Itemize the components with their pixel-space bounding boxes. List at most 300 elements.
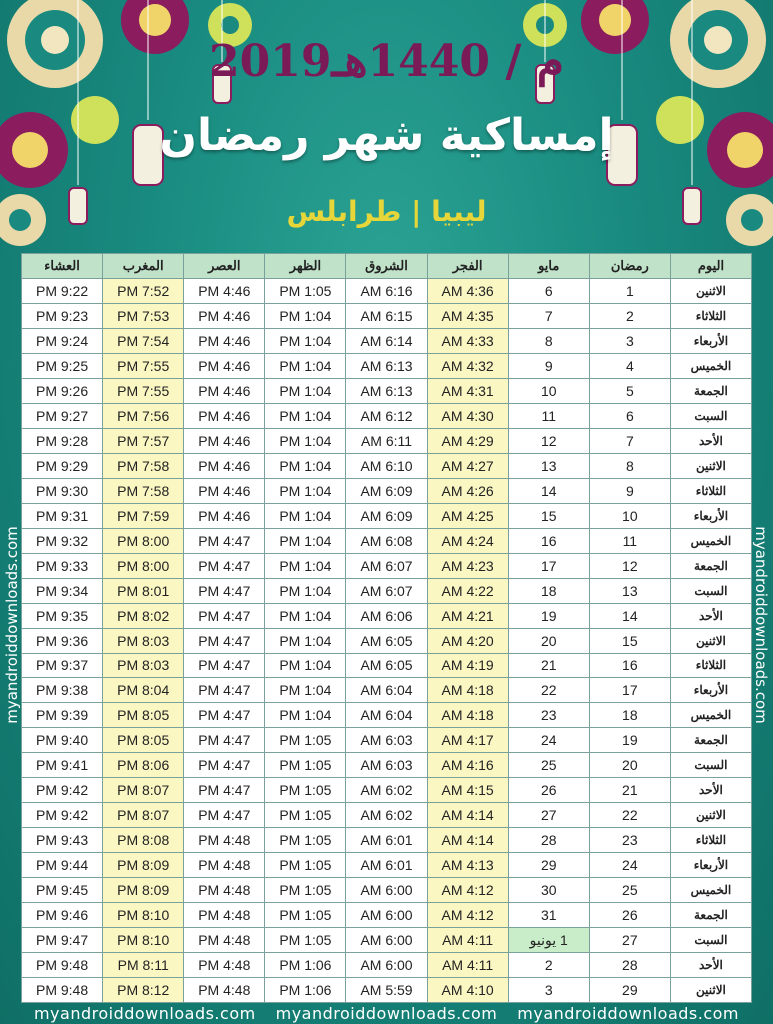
table-cell: 5 bbox=[589, 378, 670, 403]
table-cell: 9:48 PM bbox=[22, 978, 103, 1003]
table-cell: 4:48 PM bbox=[184, 928, 265, 953]
table-cell: 9:23 PM bbox=[22, 303, 103, 328]
table-cell: 6:03 AM bbox=[346, 753, 427, 778]
table-cell: 9:48 PM bbox=[22, 953, 103, 978]
table-cell: 1:05 PM bbox=[265, 878, 346, 903]
table-cell: 9:24 PM bbox=[22, 328, 103, 353]
table-cell: 20 bbox=[589, 753, 670, 778]
table-cell: 9:46 PM bbox=[22, 903, 103, 928]
table-cell: 24 bbox=[589, 853, 670, 878]
table-cell: 1:04 PM bbox=[265, 578, 346, 603]
table-cell: 4:48 PM bbox=[184, 878, 265, 903]
table-cell: 4:48 PM bbox=[184, 903, 265, 928]
column-header: الظهر bbox=[265, 254, 346, 279]
table-cell: الأحد bbox=[670, 953, 751, 978]
table-cell: 5:59 AM bbox=[346, 978, 427, 1003]
table-cell: 1:04 PM bbox=[265, 428, 346, 453]
table-row bbox=[22, 628, 752, 653]
table-cell: 9:47 PM bbox=[22, 928, 103, 953]
table-cell: 1:04 PM bbox=[265, 403, 346, 428]
table-cell: 18 bbox=[508, 578, 589, 603]
table-cell: 1:04 PM bbox=[265, 628, 346, 653]
table-cell: 4:32 AM bbox=[427, 353, 508, 378]
table-cell: 8:02 PM bbox=[103, 603, 184, 628]
table-cell: 6:16 AM bbox=[346, 278, 427, 303]
table-cell: السبت bbox=[670, 578, 751, 603]
table-cell: 9:30 PM bbox=[22, 478, 103, 503]
table-cell: 9 bbox=[508, 353, 589, 378]
table-cell: الاثنين bbox=[670, 978, 751, 1003]
table-cell: 8:08 PM bbox=[103, 828, 184, 853]
table-cell: 1:04 PM bbox=[265, 503, 346, 528]
table-cell: 6:09 AM bbox=[346, 503, 427, 528]
table-cell: 3 bbox=[508, 978, 589, 1003]
table-cell: 9:44 PM bbox=[22, 853, 103, 878]
table-cell: 7:52 PM bbox=[103, 278, 184, 303]
table-cell: 26 bbox=[508, 778, 589, 803]
table-cell: 6:11 AM bbox=[346, 428, 427, 453]
table-cell: 4:47 PM bbox=[184, 778, 265, 803]
table-cell: 26 bbox=[589, 903, 670, 928]
table-cell: 6 bbox=[508, 278, 589, 303]
table-cell: 1:04 PM bbox=[265, 378, 346, 403]
table-cell: 1:05 PM bbox=[265, 753, 346, 778]
table-cell: الاثنين bbox=[670, 278, 751, 303]
table-cell: 7:59 PM bbox=[103, 503, 184, 528]
table-cell: 7 bbox=[589, 428, 670, 453]
table-cell: 4:47 PM bbox=[184, 628, 265, 653]
column-header: رمضان bbox=[589, 254, 670, 279]
table-row bbox=[22, 378, 752, 403]
table-cell: 25 bbox=[508, 753, 589, 778]
table-cell: 12 bbox=[589, 553, 670, 578]
table-cell: 1:04 PM bbox=[265, 703, 346, 728]
table-cell: 6:05 AM bbox=[346, 628, 427, 653]
table-cell: الخميس bbox=[670, 878, 751, 903]
table-cell: الجمعة bbox=[670, 728, 751, 753]
table-row bbox=[22, 753, 752, 778]
table-cell: 4:48 PM bbox=[184, 953, 265, 978]
table-cell: 4:15 AM bbox=[427, 778, 508, 803]
table-cell: 1:05 PM bbox=[265, 928, 346, 953]
table-cell: 4:29 AM bbox=[427, 428, 508, 453]
table-cell: 4:12 AM bbox=[427, 903, 508, 928]
table-cell: 9:33 PM bbox=[22, 553, 103, 578]
table-cell: 19 bbox=[589, 728, 670, 753]
table-cell: 1:05 PM bbox=[265, 903, 346, 928]
table-cell: 13 bbox=[589, 578, 670, 603]
table-cell: 8:04 PM bbox=[103, 678, 184, 703]
table-cell: 4:21 AM bbox=[427, 603, 508, 628]
table-cell: 7:55 PM bbox=[103, 353, 184, 378]
table-cell: 7:53 PM bbox=[103, 303, 184, 328]
table-cell: 4:46 PM bbox=[184, 278, 265, 303]
table-cell: 6 bbox=[589, 403, 670, 428]
table-row bbox=[22, 978, 752, 1003]
table-cell: 4:24 AM bbox=[427, 528, 508, 553]
table-cell: 6:08 AM bbox=[346, 528, 427, 553]
table-cell: 8:00 PM bbox=[103, 528, 184, 553]
table-cell: 4:18 AM bbox=[427, 678, 508, 703]
column-header: الفجر bbox=[427, 254, 508, 279]
table-cell: 4:20 AM bbox=[427, 628, 508, 653]
table-cell: 4:11 AM bbox=[427, 953, 508, 978]
table-cell: 1:04 PM bbox=[265, 678, 346, 703]
table-row bbox=[22, 503, 752, 528]
table-cell: 4:14 AM bbox=[427, 828, 508, 853]
table-cell: 4:46 PM bbox=[184, 403, 265, 428]
table-cell: 8:11 PM bbox=[103, 953, 184, 978]
table-cell: 4:11 AM bbox=[427, 928, 508, 953]
table-cell: 9:39 PM bbox=[22, 703, 103, 728]
table-cell: 4:47 PM bbox=[184, 803, 265, 828]
table-cell: 6:13 AM bbox=[346, 353, 427, 378]
table-cell: 9:41 PM bbox=[22, 753, 103, 778]
table-cell: 14 bbox=[589, 603, 670, 628]
table-cell: 28 bbox=[508, 828, 589, 853]
table-cell: 10 bbox=[589, 503, 670, 528]
table-cell: 6:06 AM bbox=[346, 603, 427, 628]
table-cell: 29 bbox=[589, 978, 670, 1003]
table-cell: 6:01 AM bbox=[346, 828, 427, 853]
table-body bbox=[22, 278, 752, 1002]
table-cell: 6:00 AM bbox=[346, 903, 427, 928]
table-cell: 6:07 AM bbox=[346, 553, 427, 578]
table-cell: 1:05 PM bbox=[265, 728, 346, 753]
table-cell: 7:57 PM bbox=[103, 428, 184, 453]
table-row bbox=[22, 778, 752, 803]
table-cell: 6:07 AM bbox=[346, 578, 427, 603]
table-cell: 7:58 PM bbox=[103, 453, 184, 478]
table-cell: 21 bbox=[508, 653, 589, 678]
table-cell: الثلاثاء bbox=[670, 478, 751, 503]
table-cell: الاثنين bbox=[670, 628, 751, 653]
table-cell: 21 bbox=[589, 778, 670, 803]
table-cell: 9:36 PM bbox=[22, 628, 103, 653]
table-cell: 4:47 PM bbox=[184, 603, 265, 628]
table-cell: 9:40 PM bbox=[22, 728, 103, 753]
year-heading: 2019م / 1440هـ bbox=[209, 36, 564, 87]
table-cell: 3 bbox=[589, 328, 670, 353]
table-row bbox=[22, 478, 752, 503]
table-cell: 9:26 PM bbox=[22, 378, 103, 403]
table-cell: 8:09 PM bbox=[103, 878, 184, 903]
table-cell: 4:18 AM bbox=[427, 703, 508, 728]
table-cell: 28 bbox=[589, 953, 670, 978]
table-cell: الثلاثاء bbox=[670, 828, 751, 853]
table-cell: 9:35 PM bbox=[22, 603, 103, 628]
table-cell: 4:36 AM bbox=[427, 278, 508, 303]
watermark-text: myandroiddownloads.com bbox=[3, 526, 21, 724]
table-cell: 8:12 PM bbox=[103, 978, 184, 1003]
table-cell: 18 bbox=[589, 703, 670, 728]
table-row bbox=[22, 703, 752, 728]
table-cell: السبت bbox=[670, 753, 751, 778]
table-cell: 1:04 PM bbox=[265, 353, 346, 378]
table-cell: 2 bbox=[508, 953, 589, 978]
table-cell: 9 bbox=[589, 478, 670, 503]
table-cell: 1:04 PM bbox=[265, 303, 346, 328]
table-cell: 4:10 AM bbox=[427, 978, 508, 1003]
table-cell: 6:14 AM bbox=[346, 328, 427, 353]
table-cell: 11 bbox=[589, 528, 670, 553]
table-cell: 4:47 PM bbox=[184, 753, 265, 778]
table-cell: السبت bbox=[670, 928, 751, 953]
table-row bbox=[22, 528, 752, 553]
table-row bbox=[22, 828, 752, 853]
table-cell: 2 bbox=[589, 303, 670, 328]
table-cell: 9:45 PM bbox=[22, 878, 103, 903]
table-cell: 4:12 AM bbox=[427, 878, 508, 903]
table-cell: 9:25 PM bbox=[22, 353, 103, 378]
table-cell: 6:10 AM bbox=[346, 453, 427, 478]
table-cell: الجمعة bbox=[670, 903, 751, 928]
table-cell: الجمعة bbox=[670, 553, 751, 578]
table-cell: 4:46 PM bbox=[184, 453, 265, 478]
table-cell: 9:27 PM bbox=[22, 403, 103, 428]
table-cell: 8:00 PM bbox=[103, 553, 184, 578]
table-cell: 4:46 PM bbox=[184, 428, 265, 453]
watermark-text: myandroiddownloads.com bbox=[33, 1003, 256, 1023]
watermark-text: myandroiddownloads.com bbox=[517, 1003, 739, 1023]
table-cell: 6:04 AM bbox=[346, 678, 427, 703]
table-cell: 9:34 PM bbox=[22, 578, 103, 603]
table-cell: 8:07 PM bbox=[103, 778, 184, 803]
table-row bbox=[22, 553, 752, 578]
table-cell: 4:46 PM bbox=[184, 378, 265, 403]
table-cell: 8:07 PM bbox=[103, 803, 184, 828]
table-cell: 4:25 AM bbox=[427, 503, 508, 528]
watermark-text: myandroiddownloads.com bbox=[752, 526, 770, 724]
table-cell: الثلاثاء bbox=[670, 303, 751, 328]
table-cell: 6:00 AM bbox=[346, 953, 427, 978]
table-cell: 4 bbox=[589, 353, 670, 378]
table-cell: 22 bbox=[508, 678, 589, 703]
table-cell: 9:38 PM bbox=[22, 678, 103, 703]
table-cell: 10 bbox=[508, 378, 589, 403]
table-cell: 9:37 PM bbox=[22, 653, 103, 678]
column-header: مايو bbox=[508, 254, 589, 279]
table-cell: 7:55 PM bbox=[103, 378, 184, 403]
table-cell: 4:46 PM bbox=[184, 353, 265, 378]
table-cell: 19 bbox=[508, 603, 589, 628]
table-cell: الاثنين bbox=[670, 453, 751, 478]
table-cell: 4:46 PM bbox=[184, 303, 265, 328]
column-header: العشاء bbox=[22, 254, 103, 279]
table-cell: 8:01 PM bbox=[103, 578, 184, 603]
table-cell: 6:04 AM bbox=[346, 703, 427, 728]
table-cell: 6:02 AM bbox=[346, 803, 427, 828]
table-cell: السبت bbox=[670, 403, 751, 428]
footer-watermark bbox=[24, 1002, 749, 1024]
table-cell: 27 bbox=[589, 928, 670, 953]
table-cell: 31 bbox=[508, 903, 589, 928]
table-cell: 4:33 AM bbox=[427, 328, 508, 353]
table-row bbox=[22, 353, 752, 378]
table-cell: 27 bbox=[508, 803, 589, 828]
table-cell: 4:30 AM bbox=[427, 403, 508, 428]
table-cell: 4:46 PM bbox=[184, 328, 265, 353]
table-cell: 4:31 AM bbox=[427, 378, 508, 403]
table-cell: 20 bbox=[508, 628, 589, 653]
table-cell: 15 bbox=[508, 503, 589, 528]
table-row bbox=[22, 403, 752, 428]
table-cell: 1:04 PM bbox=[265, 528, 346, 553]
table-cell: 1:06 PM bbox=[265, 953, 346, 978]
table-cell: الأربعاء bbox=[670, 678, 751, 703]
table-row bbox=[22, 953, 752, 978]
table-cell: 6:00 AM bbox=[346, 878, 427, 903]
table-cell: 4:26 AM bbox=[427, 478, 508, 503]
table-row bbox=[22, 903, 752, 928]
table-row bbox=[22, 803, 752, 828]
table-cell: 4:47 PM bbox=[184, 703, 265, 728]
table-cell: 1:04 PM bbox=[265, 553, 346, 578]
table-cell: الأربعاء bbox=[670, 503, 751, 528]
table-cell: 4:47 PM bbox=[184, 528, 265, 553]
table-cell: 1:04 PM bbox=[265, 653, 346, 678]
table-cell: 1:05 PM bbox=[265, 853, 346, 878]
table-cell: 8:03 PM bbox=[103, 628, 184, 653]
table-cell: 6:12 AM bbox=[346, 403, 427, 428]
column-header: الشروق bbox=[346, 254, 427, 279]
table-cell: 14 bbox=[508, 478, 589, 503]
table-cell: 7:56 PM bbox=[103, 403, 184, 428]
table-cell: 30 bbox=[508, 878, 589, 903]
table-cell: 9:42 PM bbox=[22, 803, 103, 828]
table-cell: 6:01 AM bbox=[346, 853, 427, 878]
table-cell: 4:47 PM bbox=[184, 678, 265, 703]
table-row bbox=[22, 278, 752, 303]
column-header: المغرب bbox=[103, 254, 184, 279]
table-row bbox=[22, 653, 752, 678]
table-cell: 4:35 AM bbox=[427, 303, 508, 328]
table-cell: 9:42 PM bbox=[22, 778, 103, 803]
table-cell: الخميس bbox=[670, 353, 751, 378]
page-title: إمساكية شهر رمضان bbox=[159, 110, 614, 161]
table-cell: 9:28 PM bbox=[22, 428, 103, 453]
table-row bbox=[22, 928, 752, 953]
table-cell: 9:22 PM bbox=[22, 278, 103, 303]
watermark-right bbox=[749, 255, 773, 995]
table-cell: 22 bbox=[589, 803, 670, 828]
table-cell: الأربعاء bbox=[670, 853, 751, 878]
table-cell: الثلاثاء bbox=[670, 653, 751, 678]
table-cell: 1 يونيو bbox=[508, 928, 589, 953]
table-row bbox=[22, 453, 752, 478]
table-row bbox=[22, 878, 752, 903]
table-row bbox=[22, 328, 752, 353]
city-label: ليبيا | طرابلس bbox=[286, 195, 487, 228]
table-cell: 8:10 PM bbox=[103, 928, 184, 953]
table-cell: 4:47 PM bbox=[184, 553, 265, 578]
table-header-row bbox=[22, 254, 752, 279]
table-cell: 6:09 AM bbox=[346, 478, 427, 503]
table-cell: 7:54 PM bbox=[103, 328, 184, 353]
table-cell: الأحد bbox=[670, 428, 751, 453]
table-cell: 4:13 AM bbox=[427, 853, 508, 878]
table-cell: 9:32 PM bbox=[22, 528, 103, 553]
table-cell: 8:06 PM bbox=[103, 753, 184, 778]
table-row bbox=[22, 578, 752, 603]
watermark-text: myandroiddownloads.com bbox=[275, 1003, 498, 1023]
table-cell: 24 bbox=[508, 728, 589, 753]
table-cell: 9:43 PM bbox=[22, 828, 103, 853]
table-cell: 4:48 PM bbox=[184, 828, 265, 853]
table-cell: 4:47 PM bbox=[184, 728, 265, 753]
table-cell: 1:04 PM bbox=[265, 453, 346, 478]
table-cell: الخميس bbox=[670, 528, 751, 553]
table-cell: 29 bbox=[508, 853, 589, 878]
table-cell: 1:05 PM bbox=[265, 803, 346, 828]
table-cell: الأحد bbox=[670, 778, 751, 803]
table-row bbox=[22, 303, 752, 328]
table-cell: 4:19 AM bbox=[427, 653, 508, 678]
table-cell: 9:31 PM bbox=[22, 503, 103, 528]
column-header: اليوم bbox=[670, 254, 751, 279]
table-cell: 4:46 PM bbox=[184, 503, 265, 528]
table-cell: 23 bbox=[589, 828, 670, 853]
table-cell: 13 bbox=[508, 453, 589, 478]
table-cell: 4:48 PM bbox=[184, 978, 265, 1003]
table-cell: 4:27 AM bbox=[427, 453, 508, 478]
table-cell: 4:48 PM bbox=[184, 853, 265, 878]
table-cell: 6:03 AM bbox=[346, 728, 427, 753]
table-cell: 7:58 PM bbox=[103, 478, 184, 503]
column-header: العصر bbox=[184, 254, 265, 279]
table-cell: 6:15 AM bbox=[346, 303, 427, 328]
table-cell: 6:13 AM bbox=[346, 378, 427, 403]
table-cell: 4:46 PM bbox=[184, 478, 265, 503]
table-cell: 15 bbox=[589, 628, 670, 653]
table-cell: 4:22 AM bbox=[427, 578, 508, 603]
table-cell: 16 bbox=[589, 653, 670, 678]
table-cell: 25 bbox=[589, 878, 670, 903]
table-cell: 8:09 PM bbox=[103, 853, 184, 878]
table-cell: 8:03 PM bbox=[103, 653, 184, 678]
table-cell: الأربعاء bbox=[670, 328, 751, 353]
table-cell: 1:04 PM bbox=[265, 478, 346, 503]
table-cell: الخميس bbox=[670, 703, 751, 728]
table-cell: 1 bbox=[589, 278, 670, 303]
table-cell: 1:05 PM bbox=[265, 278, 346, 303]
table-cell: 4:23 AM bbox=[427, 553, 508, 578]
prayer-times-table bbox=[21, 253, 752, 1003]
table-cell: 8:05 PM bbox=[103, 728, 184, 753]
table-cell: 8:05 PM bbox=[103, 703, 184, 728]
table-cell: 1:06 PM bbox=[265, 978, 346, 1003]
table-cell: 8:10 PM bbox=[103, 903, 184, 928]
table-cell: 17 bbox=[589, 678, 670, 703]
table-cell: 1:04 PM bbox=[265, 328, 346, 353]
table-cell: 6:05 AM bbox=[346, 653, 427, 678]
table-cell: 11 bbox=[508, 403, 589, 428]
table-cell: الجمعة bbox=[670, 378, 751, 403]
table-cell: 8 bbox=[508, 328, 589, 353]
table-cell: 23 bbox=[508, 703, 589, 728]
table-row bbox=[22, 603, 752, 628]
table-cell: 4:47 PM bbox=[184, 653, 265, 678]
table-row bbox=[22, 853, 752, 878]
table-cell: 4:17 AM bbox=[427, 728, 508, 753]
table-cell: 4:16 AM bbox=[427, 753, 508, 778]
table-cell: 1:04 PM bbox=[265, 603, 346, 628]
table-cell: 16 bbox=[508, 528, 589, 553]
table-cell: 7 bbox=[508, 303, 589, 328]
table-cell: 6:00 AM bbox=[346, 928, 427, 953]
table-cell: 9:29 PM bbox=[22, 453, 103, 478]
table-cell: الأحد bbox=[670, 603, 751, 628]
